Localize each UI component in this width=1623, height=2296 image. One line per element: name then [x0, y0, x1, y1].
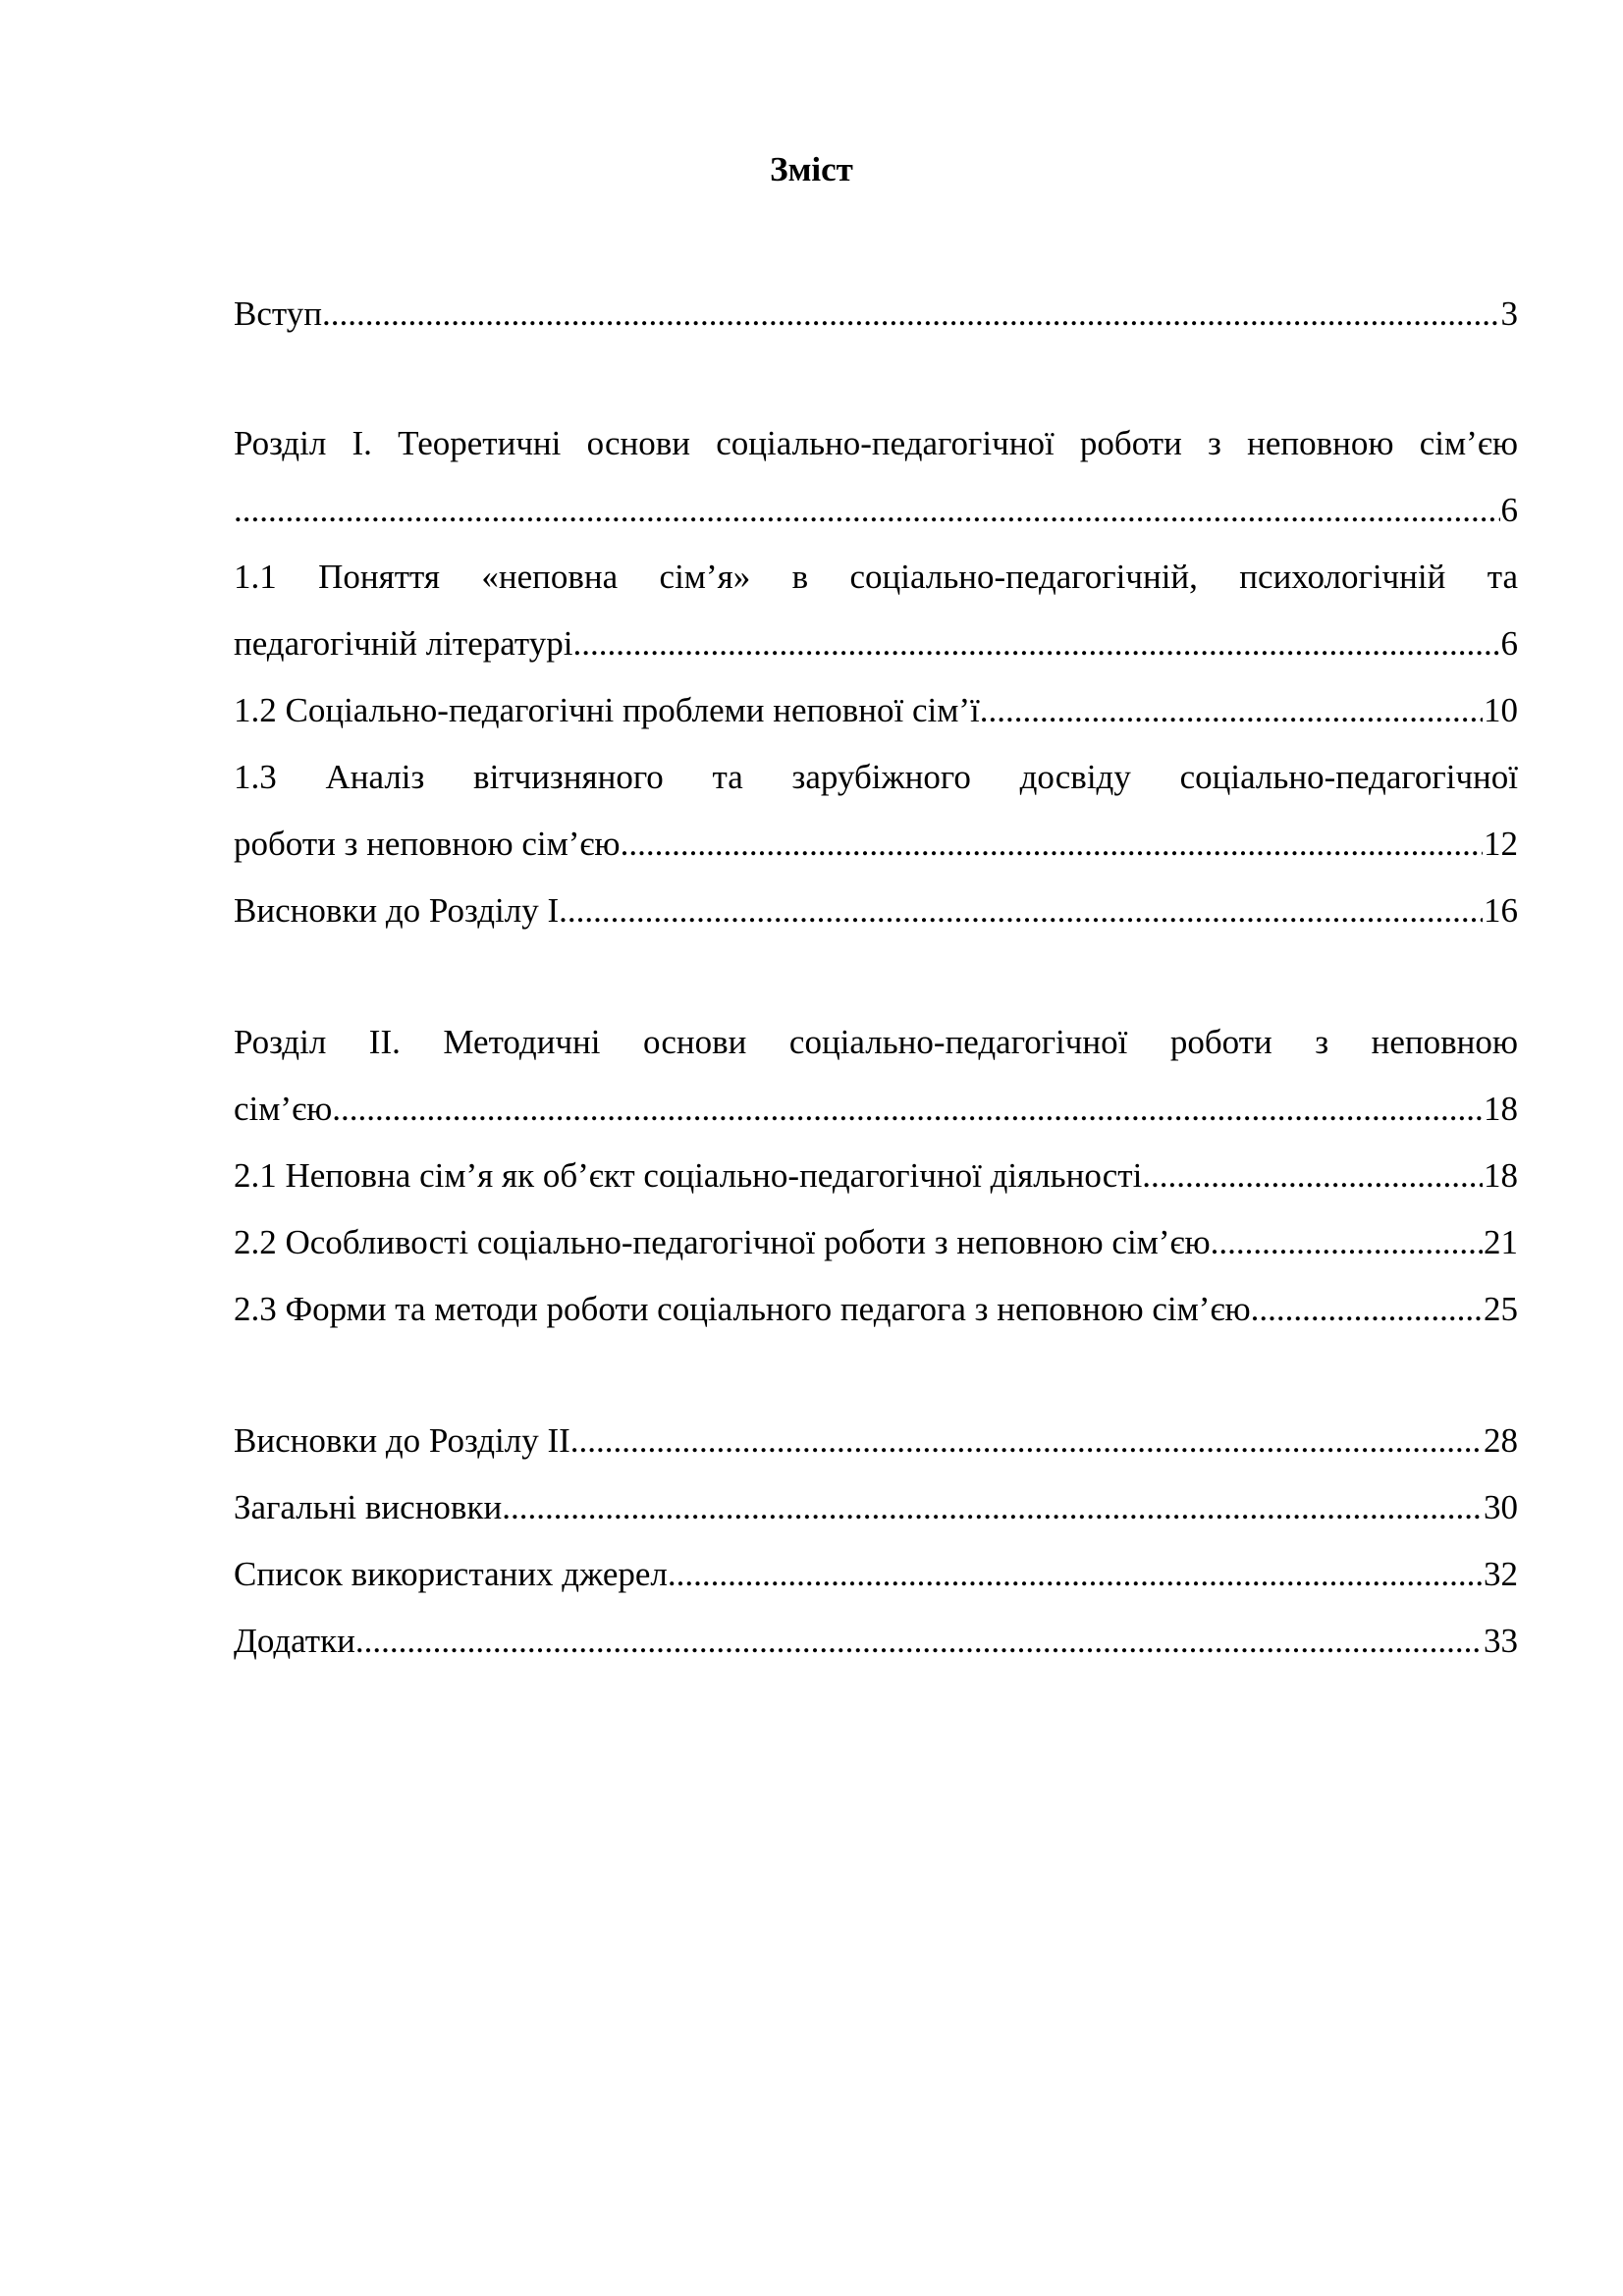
toc-entry-text: 1.2 Соціально-педагогічні проблеми неповної сім’ї	[234, 691, 980, 729]
toc-entry-text: роботи з неповною сім’єю	[234, 825, 621, 863]
toc-dot-leader	[1211, 1218, 1483, 1267]
toc-page-number: 33	[1484, 1622, 1518, 1660]
toc-entry-2-3[interactable]	[234, 1285, 1518, 1334]
toc-entry-text: Загальні висновки	[234, 1488, 503, 1526]
toc-page-number: 10	[1484, 691, 1518, 729]
toc-dot-leader	[559, 886, 1483, 935]
toc-entry-conclusions-chapter-1[interactable]	[234, 886, 1518, 935]
toc-entry-general-conclusions[interactable]	[234, 1483, 1518, 1532]
toc-dot-leader	[1251, 1285, 1483, 1334]
toc-entry-chapter-2-title[interactable]	[234, 1018, 1518, 1067]
toc-entry-2-2[interactable]	[234, 1218, 1518, 1267]
toc-page-number: 6	[1500, 624, 1518, 663]
toc-page-number: 18	[1484, 1090, 1518, 1128]
toc-entry-references[interactable]	[234, 1550, 1518, 1599]
toc-entry-1-1[interactable]	[234, 619, 1518, 668]
toc-page-number: 32	[1484, 1555, 1518, 1593]
toc-dot-leader	[322, 290, 1500, 339]
toc-entry-text: Висновки до Розділу І	[234, 891, 560, 930]
toc-entry-text: 1.1 Поняття «неповна сім’я» в соціально-педагогічній, психологічній та	[234, 558, 1518, 596]
toc-entry-1-2[interactable]	[234, 686, 1518, 735]
toc-dot-leader	[502, 1483, 1483, 1532]
toc-dot-leader	[332, 1085, 1483, 1134]
toc-dot-leader	[1142, 1151, 1483, 1201]
toc-page-number: 25	[1484, 1290, 1518, 1328]
toc-entry-conclusions-chapter-2[interactable]	[234, 1416, 1518, 1466]
toc-entry-text: Розділ І. Теоретичні основи соціально-педагогічної роботи з неповною сім’єю	[234, 424, 1518, 462]
toc-entry-text: 2.2 Особливості соціально-педагогічної роботи з неповною сім’єю	[234, 1223, 1211, 1261]
toc-entry-text: педагогічній літературі	[234, 624, 573, 663]
toc-entry-1-3-first-line[interactable]	[234, 753, 1518, 802]
toc-entry-text: Список використаних джерел	[234, 1555, 668, 1593]
toc-entry-text: 2.1 Неповна сім’я як об’єкт соціально-педагогічної діяльності	[234, 1156, 1143, 1195]
toc-entry-introduction[interactable]	[234, 290, 1518, 339]
toc-entry-2-1[interactable]	[234, 1151, 1518, 1201]
toc-entry-appendices[interactable]	[234, 1617, 1518, 1666]
toc-dot-leader	[234, 486, 1500, 535]
toc-entry-text: сім’єю	[234, 1090, 333, 1128]
toc-page-number: 30	[1484, 1488, 1518, 1526]
toc-entry-1-3[interactable]	[234, 820, 1518, 869]
toc-dot-leader	[355, 1617, 1483, 1666]
toc-dot-leader	[572, 619, 1499, 668]
toc-dot-leader	[621, 820, 1483, 869]
toc-page-number: 3	[1500, 294, 1518, 333]
toc-entry-chapter-1[interactable]	[234, 486, 1518, 535]
toc-page-number: 18	[1484, 1156, 1518, 1195]
table-of-contents	[234, 0, 1518, 2296]
toc-page-number: 21	[1484, 1223, 1518, 1261]
toc-title: Зміст	[770, 150, 853, 188]
toc-entry-text: Висновки до Розділу ІІ	[234, 1421, 570, 1460]
toc-entry-text: 2.3 Форми та методи роботи соціального педагога з неповною сім’єю	[234, 1290, 1251, 1328]
toc-entry-chapter-2[interactable]	[234, 1085, 1518, 1134]
toc-dot-leader	[668, 1550, 1483, 1599]
toc-page-number: 6	[1500, 491, 1518, 529]
toc-entry-text: 1.3 Аналіз вітчизняного та зарубіжного досвіду соціально-педагогічної	[234, 758, 1518, 796]
toc-dot-leader	[570, 1416, 1483, 1466]
toc-entry-text: Вступ	[234, 294, 322, 333]
toc-entry-text: Розділ ІІ. Методичні основи соціально-педагогічної роботи з неповною	[234, 1023, 1518, 1061]
toc-entry-chapter-1-title[interactable]	[234, 419, 1518, 468]
toc-entry-text: Додатки	[234, 1622, 355, 1660]
toc-entry-1-1-first-line[interactable]	[234, 553, 1518, 602]
toc-dot-leader	[980, 686, 1483, 735]
toc-page-number: 28	[1484, 1421, 1518, 1460]
toc-page-number: 12	[1484, 825, 1518, 863]
toc-page-number: 16	[1484, 891, 1518, 930]
